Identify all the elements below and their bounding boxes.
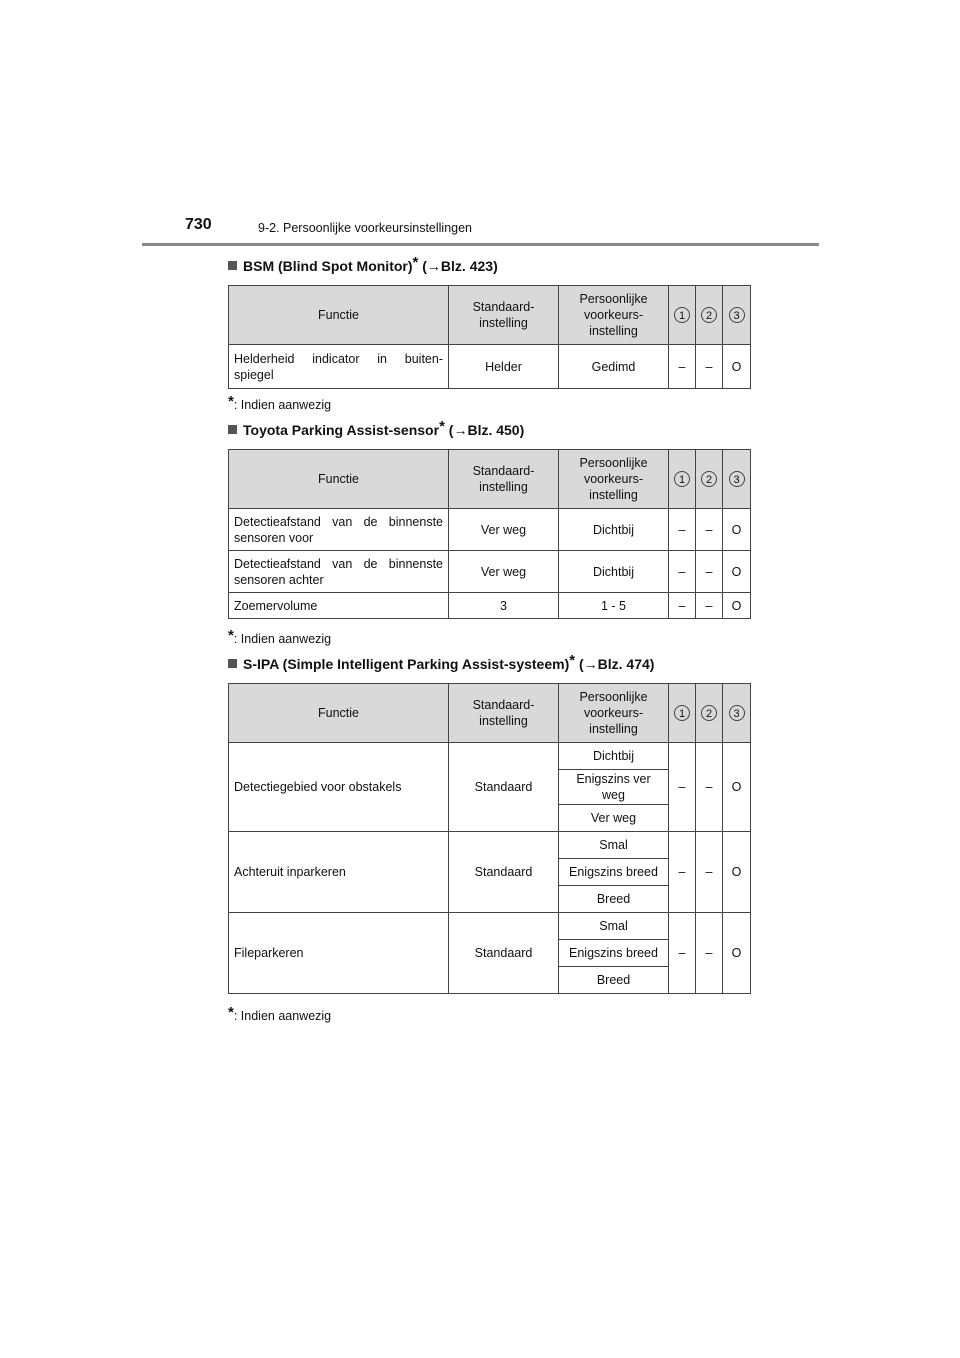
col-num-1 (669, 286, 696, 345)
row-default: 3 (449, 593, 559, 619)
circled-2-icon: 2 (701, 307, 717, 323)
row-option: Ver weg (559, 805, 669, 832)
row-function: Detectieafstand van de binnenste sensoren achter (229, 551, 449, 593)
row-c1: – (669, 593, 696, 619)
row-function: Detectiegebied voor obstakels (229, 743, 449, 832)
table-row (229, 913, 751, 940)
col-function: Functie (229, 684, 449, 743)
table-row (229, 743, 751, 770)
table-row (229, 345, 751, 389)
parking-assist-table (228, 449, 751, 619)
row-option: Smal (559, 913, 669, 940)
row-function: Helderheid indicator in buiten- spiegel (229, 345, 449, 389)
col-num-3 (723, 286, 751, 345)
row-option: Breed (559, 967, 669, 994)
col-num-2 (696, 286, 723, 345)
row-c2: – (696, 743, 723, 832)
col-num-2 (696, 450, 723, 509)
col-function: Functie (229, 286, 449, 345)
row-c3: O (723, 743, 751, 832)
row-c2: – (696, 509, 723, 551)
bullet-square-icon (228, 659, 237, 668)
table-header-row (229, 450, 751, 509)
table-header-row (229, 286, 751, 345)
row-option: Enigszins breed (559, 940, 669, 967)
col-default: Standaard- instelling (449, 450, 559, 509)
section-heading-parking-assist: Toyota Parking Assist-sensor* (→Blz. 450) (228, 418, 524, 438)
row-default: Helder (449, 345, 559, 389)
col-num-1 (669, 450, 696, 509)
row-c2: – (696, 593, 723, 619)
col-default: Standaard- instelling (449, 286, 559, 345)
row-c2: – (696, 345, 723, 389)
row-function: Detectieafstand van de binnenste sensoren voor (229, 509, 449, 551)
bullet-square-icon (228, 425, 237, 434)
col-default: Standaard- instelling (449, 684, 559, 743)
row-c1: – (669, 509, 696, 551)
circled-1-icon: 1 (674, 705, 690, 721)
col-custom: Persoonlijke voorkeurs- instelling (559, 450, 669, 509)
row-c3: O (723, 913, 751, 994)
col-num-3 (723, 684, 751, 743)
row-custom: Dichtbij (559, 551, 669, 593)
footnote: *: Indien aanwezig (228, 627, 332, 646)
row-c2: – (696, 913, 723, 994)
circled-3-icon: 3 (729, 705, 745, 721)
circled-3-icon: 3 (729, 471, 745, 487)
table-header-row (229, 684, 751, 743)
table-row (229, 593, 751, 619)
col-custom: Persoonlijke voorkeurs- instelling (559, 286, 669, 345)
col-num-1 (669, 684, 696, 743)
table-row (229, 551, 751, 593)
row-c2: – (696, 832, 723, 913)
bullet-square-icon (228, 261, 237, 270)
table-row (229, 509, 751, 551)
table-row (229, 832, 751, 859)
row-custom: Gedimd (559, 345, 669, 389)
row-function: Fileparkeren (229, 913, 449, 994)
s-ipa-table (228, 683, 751, 994)
row-c1: – (669, 832, 696, 913)
row-c3: O (723, 832, 751, 913)
chapter-title: 9-2. Persoonlijke voorkeursinstellingen (258, 221, 473, 235)
row-option: Smal (559, 832, 669, 859)
circled-2-icon: 2 (701, 705, 717, 721)
row-c2: – (696, 551, 723, 593)
row-custom: Dichtbij (559, 509, 669, 551)
row-custom: 1 - 5 (559, 593, 669, 619)
row-option: Dichtbij (559, 743, 669, 770)
row-default: Standaard (449, 743, 559, 832)
row-option: Enigszins breed (559, 859, 669, 886)
circled-1-icon: 1 (674, 471, 690, 487)
row-default: Ver weg (449, 509, 559, 551)
row-c3: O (723, 551, 751, 593)
header-divider (142, 243, 819, 246)
footnote: *: Indien aanwezig (228, 393, 332, 412)
row-option: Enigszins ver weg (559, 770, 669, 805)
row-default: Ver weg (449, 551, 559, 593)
col-num-3 (723, 450, 751, 509)
row-c3: O (723, 593, 751, 619)
circled-1-icon: 1 (674, 307, 690, 323)
row-function: Zoemervolume (229, 593, 449, 619)
row-c3: O (723, 345, 751, 389)
row-c1: – (669, 743, 696, 832)
page-number: 730 (185, 216, 212, 233)
row-c3: O (723, 509, 751, 551)
row-function: Achteruit inparkeren (229, 832, 449, 913)
row-c1: – (669, 551, 696, 593)
col-custom: Persoonlijke voorkeurs- instelling (559, 684, 669, 743)
circled-3-icon: 3 (729, 307, 745, 323)
row-default: Standaard (449, 913, 559, 994)
bsm-table (228, 285, 751, 389)
row-c1: – (669, 913, 696, 994)
circled-2-icon: 2 (701, 471, 717, 487)
section-heading-s-ipa: S-IPA (Simple Intelligent Parking Assist-systeem)* (→Blz. 474) (228, 652, 654, 672)
col-num-2 (696, 684, 723, 743)
section-heading-bsm: BSM (Blind Spot Monitor)* (→Blz. 423) (228, 254, 498, 274)
col-function: Functie (229, 450, 449, 509)
row-c1: – (669, 345, 696, 389)
footnote: *: Indien aanwezig (228, 1004, 332, 1023)
row-default: Standaard (449, 832, 559, 913)
row-option: Breed (559, 886, 669, 913)
